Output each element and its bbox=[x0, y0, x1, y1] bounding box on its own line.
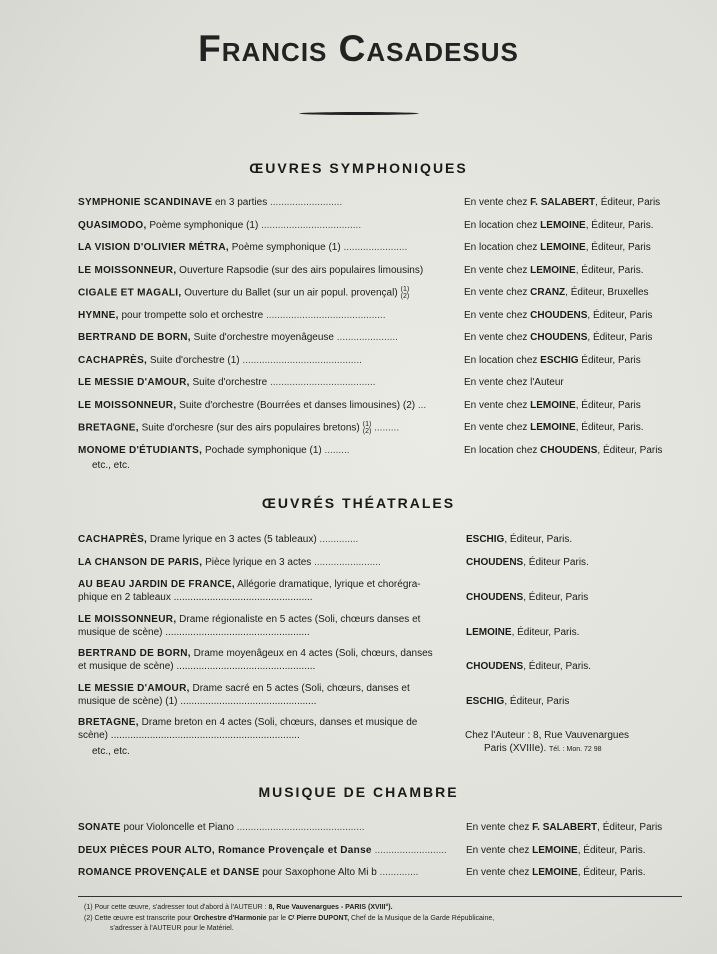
availability: En vente chez bbox=[464, 265, 531, 276]
publisher-name: CHOUDENS bbox=[530, 332, 588, 343]
work-description: Drame moyenâgeux en 4 actes (Soli, chœurs, danses bbox=[190, 648, 433, 659]
publisher-city: , Éditeur, Paris. bbox=[575, 422, 644, 433]
publisher-city: , Éditeur, Paris. bbox=[523, 661, 592, 672]
title-rule bbox=[299, 112, 419, 115]
work-description: Ouverture du Ballet (sur un air popul. provençal) bbox=[181, 287, 398, 299]
work-publisher bbox=[464, 196, 660, 209]
footnote-ref bbox=[401, 286, 410, 300]
work-line-1 bbox=[78, 613, 456, 626]
work-line-1 bbox=[78, 578, 456, 591]
availability: En vente chez bbox=[466, 867, 533, 878]
work-publisher bbox=[464, 309, 652, 322]
work-description: Poème symphonique (1) bbox=[228, 242, 341, 253]
work-name: BERTRAND DE BORN, bbox=[78, 648, 191, 659]
bretagne-telephone: Tél. : Mon. 72 98 bbox=[549, 746, 602, 753]
leader-dots: ........................................... bbox=[263, 310, 386, 321]
work-description: en 3 parties bbox=[212, 197, 268, 208]
publisher-name: CHOUDENS bbox=[466, 557, 524, 568]
publisher-city: , Éditeur, Paris bbox=[597, 445, 663, 456]
publisher-name: LEMOINE bbox=[530, 400, 576, 411]
work-name: SONATE bbox=[78, 822, 121, 833]
work-title bbox=[78, 421, 460, 435]
footnote-ref-2: (2) bbox=[400, 293, 410, 300]
publisher-city: , Éditeur, Paris. bbox=[585, 220, 654, 231]
work-title bbox=[78, 241, 460, 254]
work-name: LE MOISSONNEUR, bbox=[78, 400, 177, 411]
footnote-divider bbox=[78, 896, 682, 897]
availability: En location chez bbox=[464, 242, 541, 253]
work-description: pour trompette solo et orchestre bbox=[118, 310, 264, 321]
work-name: BERTRAND DE BORN, bbox=[78, 332, 191, 343]
work-title bbox=[78, 354, 460, 367]
leader-dots: .............................................. bbox=[233, 822, 365, 833]
work-description: Pochade symphonique (1) bbox=[202, 445, 322, 456]
leader-dots: .......................... bbox=[267, 197, 343, 208]
publisher-city: , Éditeur, Paris. bbox=[575, 265, 644, 276]
leader-dots: .............. bbox=[316, 534, 359, 545]
availability: En vente chez bbox=[464, 422, 531, 433]
publisher-name: F. SALABERT bbox=[530, 197, 596, 208]
footnote-2-continued: s'adresser à l'AUTEUR pour le Matériel. bbox=[110, 925, 234, 932]
publisher-name: LEMOINE bbox=[466, 627, 512, 638]
symphonic-etc: etc., etc. bbox=[92, 460, 130, 471]
leader-dots: ........................ bbox=[311, 557, 381, 568]
work-name: QUASIMODO, bbox=[78, 220, 147, 231]
publisher-city: , Éditeur, Paris bbox=[587, 332, 653, 343]
leader-dots: ....................... bbox=[340, 242, 408, 253]
work-line-1 bbox=[78, 682, 456, 695]
publisher-name: LEMOINE bbox=[540, 242, 586, 253]
publisher-city: , Éditeur, Paris bbox=[597, 822, 663, 833]
work-name: DEUX PIÈCES POUR ALTO, Romance Provençale et Danse bbox=[78, 845, 372, 856]
section-heading-theatrical: ŒUVRÉS THÉATRALES bbox=[261, 495, 456, 511]
work-line-2: musique de scène) .................................................... bbox=[78, 627, 310, 638]
publisher-city: , Éditeur, Paris bbox=[587, 310, 653, 321]
availability: En vente chez bbox=[464, 197, 531, 208]
work-title bbox=[78, 264, 460, 277]
work-description: Allégorie dramatique, lyrique et chorégra- bbox=[234, 579, 421, 590]
work-name: CACHAPRÈS, bbox=[78, 534, 148, 545]
publisher-name: LEMOINE bbox=[540, 220, 586, 231]
leader-dots: .......................... bbox=[371, 845, 447, 856]
work-publisher bbox=[466, 533, 572, 546]
work-line-2: et musique de scène) .................................................. bbox=[78, 661, 316, 672]
work-line-2: phique en 2 tableaux .................................................. bbox=[78, 592, 313, 603]
publisher-city: , Éditeur, Bruxelles bbox=[565, 287, 649, 298]
work-title bbox=[78, 682, 456, 708]
publisher-city: , Éditeur, Paris bbox=[595, 197, 661, 208]
availability: En vente chez bbox=[464, 332, 531, 343]
work-publisher bbox=[464, 421, 644, 434]
work-description: Suite d'orchestre (1) bbox=[147, 355, 240, 366]
work-name: LA VISION D'OLIVIER MÉTRA, bbox=[78, 242, 229, 253]
publisher-name: LEMOINE bbox=[532, 867, 578, 878]
work-line-1 bbox=[78, 556, 456, 569]
work-title bbox=[78, 444, 460, 457]
publisher-city: , Éditeur, Paris bbox=[504, 696, 570, 707]
publisher-city: , Éditeur Paris. bbox=[523, 557, 589, 568]
work-publisher bbox=[464, 264, 644, 277]
publisher-city: , Éditeur, Paris bbox=[585, 242, 651, 253]
availability: En vente chez bbox=[466, 822, 533, 833]
work-description: Pièce lyrique en 3 actes bbox=[202, 557, 312, 568]
work-publisher bbox=[464, 376, 564, 389]
bretagne-etc: etc., etc. bbox=[92, 746, 130, 757]
page-title: Francis Casadesus bbox=[198, 28, 519, 69]
work-line-1 bbox=[78, 647, 456, 660]
work-title bbox=[78, 219, 460, 232]
work-name: LE MESSIE D'AMOUR, bbox=[78, 377, 190, 388]
publisher-name: ESCHIG bbox=[466, 696, 505, 707]
work-publisher bbox=[464, 286, 649, 299]
work-publisher bbox=[464, 399, 641, 412]
publisher-name: ESCHIG bbox=[540, 355, 579, 366]
publisher-name: LEMOINE bbox=[532, 845, 578, 856]
work-name: LE MESSIE D'AMOUR, bbox=[78, 683, 190, 694]
footnote-1: (1) Pour cette œuvre, s'adresser tout d'abord à l'AUTEUR : 8, Rue Vauvenargues - PARIS (XVIII°). bbox=[84, 904, 393, 911]
publisher-name: F. SALABERT bbox=[532, 822, 598, 833]
work-title bbox=[78, 556, 456, 569]
footnote-ref-1: (1) bbox=[400, 286, 410, 293]
work-title bbox=[78, 866, 460, 879]
availability: En vente chez bbox=[466, 845, 533, 856]
work-publisher bbox=[464, 219, 654, 232]
work-name: MONOME D'ÉTUDIANTS, bbox=[78, 445, 203, 456]
work-publisher bbox=[466, 626, 579, 639]
work-name: LE MOISSONNEUR, bbox=[78, 265, 177, 276]
publisher-city: , Éditeur, Paris bbox=[575, 400, 641, 411]
leader-dots: ......... bbox=[321, 445, 350, 456]
work-description: Ouverture Rapsodie (sur des airs populaires limousins) bbox=[176, 265, 424, 276]
work-publisher bbox=[466, 591, 588, 604]
leader-dots: ...................... bbox=[334, 332, 398, 343]
work-name: LA CHANSON DE PARIS, bbox=[78, 557, 203, 568]
bretagne-city: Paris (XVIIIe). Tél. : Mon. 72 98 bbox=[484, 743, 602, 754]
section-heading-symphonic: ŒUVRES SYMPHONIQUES bbox=[249, 160, 468, 176]
work-title bbox=[78, 196, 460, 209]
work-name: HYMNE, bbox=[78, 310, 119, 321]
work-description: pour Saxophone Alto Mi b bbox=[259, 867, 377, 878]
work-title bbox=[78, 578, 456, 604]
work-description: Drame breton en 4 actes (Soli, chœurs, danses et musique de bbox=[138, 717, 418, 728]
publisher-name: CHOUDENS bbox=[540, 445, 598, 456]
availability: En vente chez bbox=[464, 310, 531, 321]
publisher-name: CHOUDENS bbox=[466, 661, 524, 672]
work-description: pour Violoncelle et Piano bbox=[120, 822, 234, 833]
publisher-city: , Éditeur, Paris. bbox=[577, 867, 646, 878]
bretagne-address: Chez l'Auteur : 8, Rue Vauvenargues bbox=[465, 730, 630, 741]
work-publisher bbox=[466, 556, 589, 569]
availability: En vente chez bbox=[464, 400, 531, 411]
publisher-city: , Éditeur, Paris. bbox=[577, 845, 646, 856]
work-description: Drame sacré en 5 actes (Soli, chœurs, danses et bbox=[189, 683, 410, 694]
leader-dots: ...................................... bbox=[267, 377, 376, 388]
work-name: ROMANCE PROVENÇALE et DANSE bbox=[78, 867, 260, 878]
work-name: BRETAGNE, bbox=[78, 717, 139, 728]
work-title bbox=[78, 821, 460, 834]
publisher-city: Éditeur, Paris bbox=[578, 355, 641, 366]
work-description: Drame lyrique en 3 actes (5 tableaux) bbox=[147, 534, 317, 545]
work-line-2: musique de scène) (1) ................................................. bbox=[78, 696, 317, 707]
availability: En location chez bbox=[464, 445, 541, 456]
work-description: Drame régionaliste en 5 actes (Soli, chœurs danses et bbox=[176, 614, 421, 625]
work-publisher bbox=[466, 844, 646, 857]
work-line-1 bbox=[78, 533, 456, 546]
leader-dots: ... bbox=[415, 400, 427, 411]
publisher-city: , Éditeur, Paris. bbox=[504, 534, 573, 545]
work-title bbox=[78, 647, 456, 673]
work-title bbox=[78, 844, 460, 857]
footnote-ref-1: (1) bbox=[362, 421, 372, 428]
work-publisher bbox=[466, 695, 569, 708]
work-title bbox=[78, 533, 456, 546]
work-line-2: scène) .................................................................... bbox=[78, 730, 300, 741]
publisher-name: ESCHIG bbox=[466, 534, 505, 545]
publisher-city: , Éditeur, Paris. bbox=[511, 627, 580, 638]
leader-dots: .............. bbox=[376, 867, 419, 878]
section-heading-chamber: MUSIQUE DE CHAMBRE bbox=[258, 784, 459, 800]
work-name: SYMPHONIE SCANDINAVE bbox=[78, 197, 213, 208]
work-publisher bbox=[464, 354, 641, 367]
work-name: BRETAGNE, bbox=[78, 422, 139, 434]
work-title bbox=[78, 376, 460, 389]
publisher-name: LEMOINE bbox=[530, 265, 576, 276]
work-description: Suite d'orchestre bbox=[189, 377, 268, 388]
work-publisher bbox=[466, 660, 591, 673]
work-name: CIGALE ET MAGALI, bbox=[78, 287, 182, 299]
work-description: Suite d'orchesre (sur des airs populaires bretons) bbox=[138, 422, 360, 434]
work-title bbox=[78, 399, 460, 412]
work-line-1 bbox=[78, 716, 456, 729]
publisher-city: , Éditeur, Paris bbox=[523, 592, 589, 603]
work-name: LE MOISSONNEUR, bbox=[78, 614, 177, 625]
leader-dots: ........................................... bbox=[239, 355, 362, 366]
work-title bbox=[78, 613, 456, 639]
work-publisher bbox=[466, 821, 662, 834]
availability: En location chez bbox=[464, 220, 541, 231]
work-title bbox=[78, 309, 460, 322]
work-description: Suite d'orchestre moyenâgeuse bbox=[190, 332, 334, 343]
work-title bbox=[78, 331, 460, 344]
publisher-name: CHOUDENS bbox=[466, 592, 524, 603]
availability: En vente chez l'Auteur bbox=[464, 377, 564, 388]
work-title bbox=[78, 286, 460, 300]
work-description: Poème symphonique (1) bbox=[146, 220, 259, 231]
availability: En location chez bbox=[464, 355, 541, 366]
work-name: AU BEAU JARDIN DE FRANCE, bbox=[78, 579, 235, 590]
work-name: CACHAPRÈS, bbox=[78, 355, 148, 366]
availability: En vente chez bbox=[464, 287, 531, 298]
work-description: Suite d'orchestre (Bourrées et danses limousines) (2) bbox=[176, 400, 416, 411]
work-publisher bbox=[464, 241, 651, 254]
footnote-ref-2: (2) bbox=[362, 428, 372, 435]
work-publisher bbox=[464, 331, 652, 344]
work-publisher bbox=[466, 866, 646, 879]
leader-dots: .................................... bbox=[258, 220, 362, 231]
publisher-name: CHOUDENS bbox=[530, 310, 588, 321]
publisher-name: LEMOINE bbox=[530, 422, 576, 433]
work-title bbox=[78, 716, 456, 742]
work-publisher bbox=[464, 444, 662, 457]
leader-dots: ......... bbox=[371, 422, 400, 434]
publisher-name: CRANZ bbox=[530, 287, 566, 298]
footnote-2: (2) Cette œuvre est transcrite pour Orchestre d'Harmonie par le Cᵗ Pierre DUPONT, Chef de la Musique de la Garde Républicaine, bbox=[84, 915, 495, 922]
